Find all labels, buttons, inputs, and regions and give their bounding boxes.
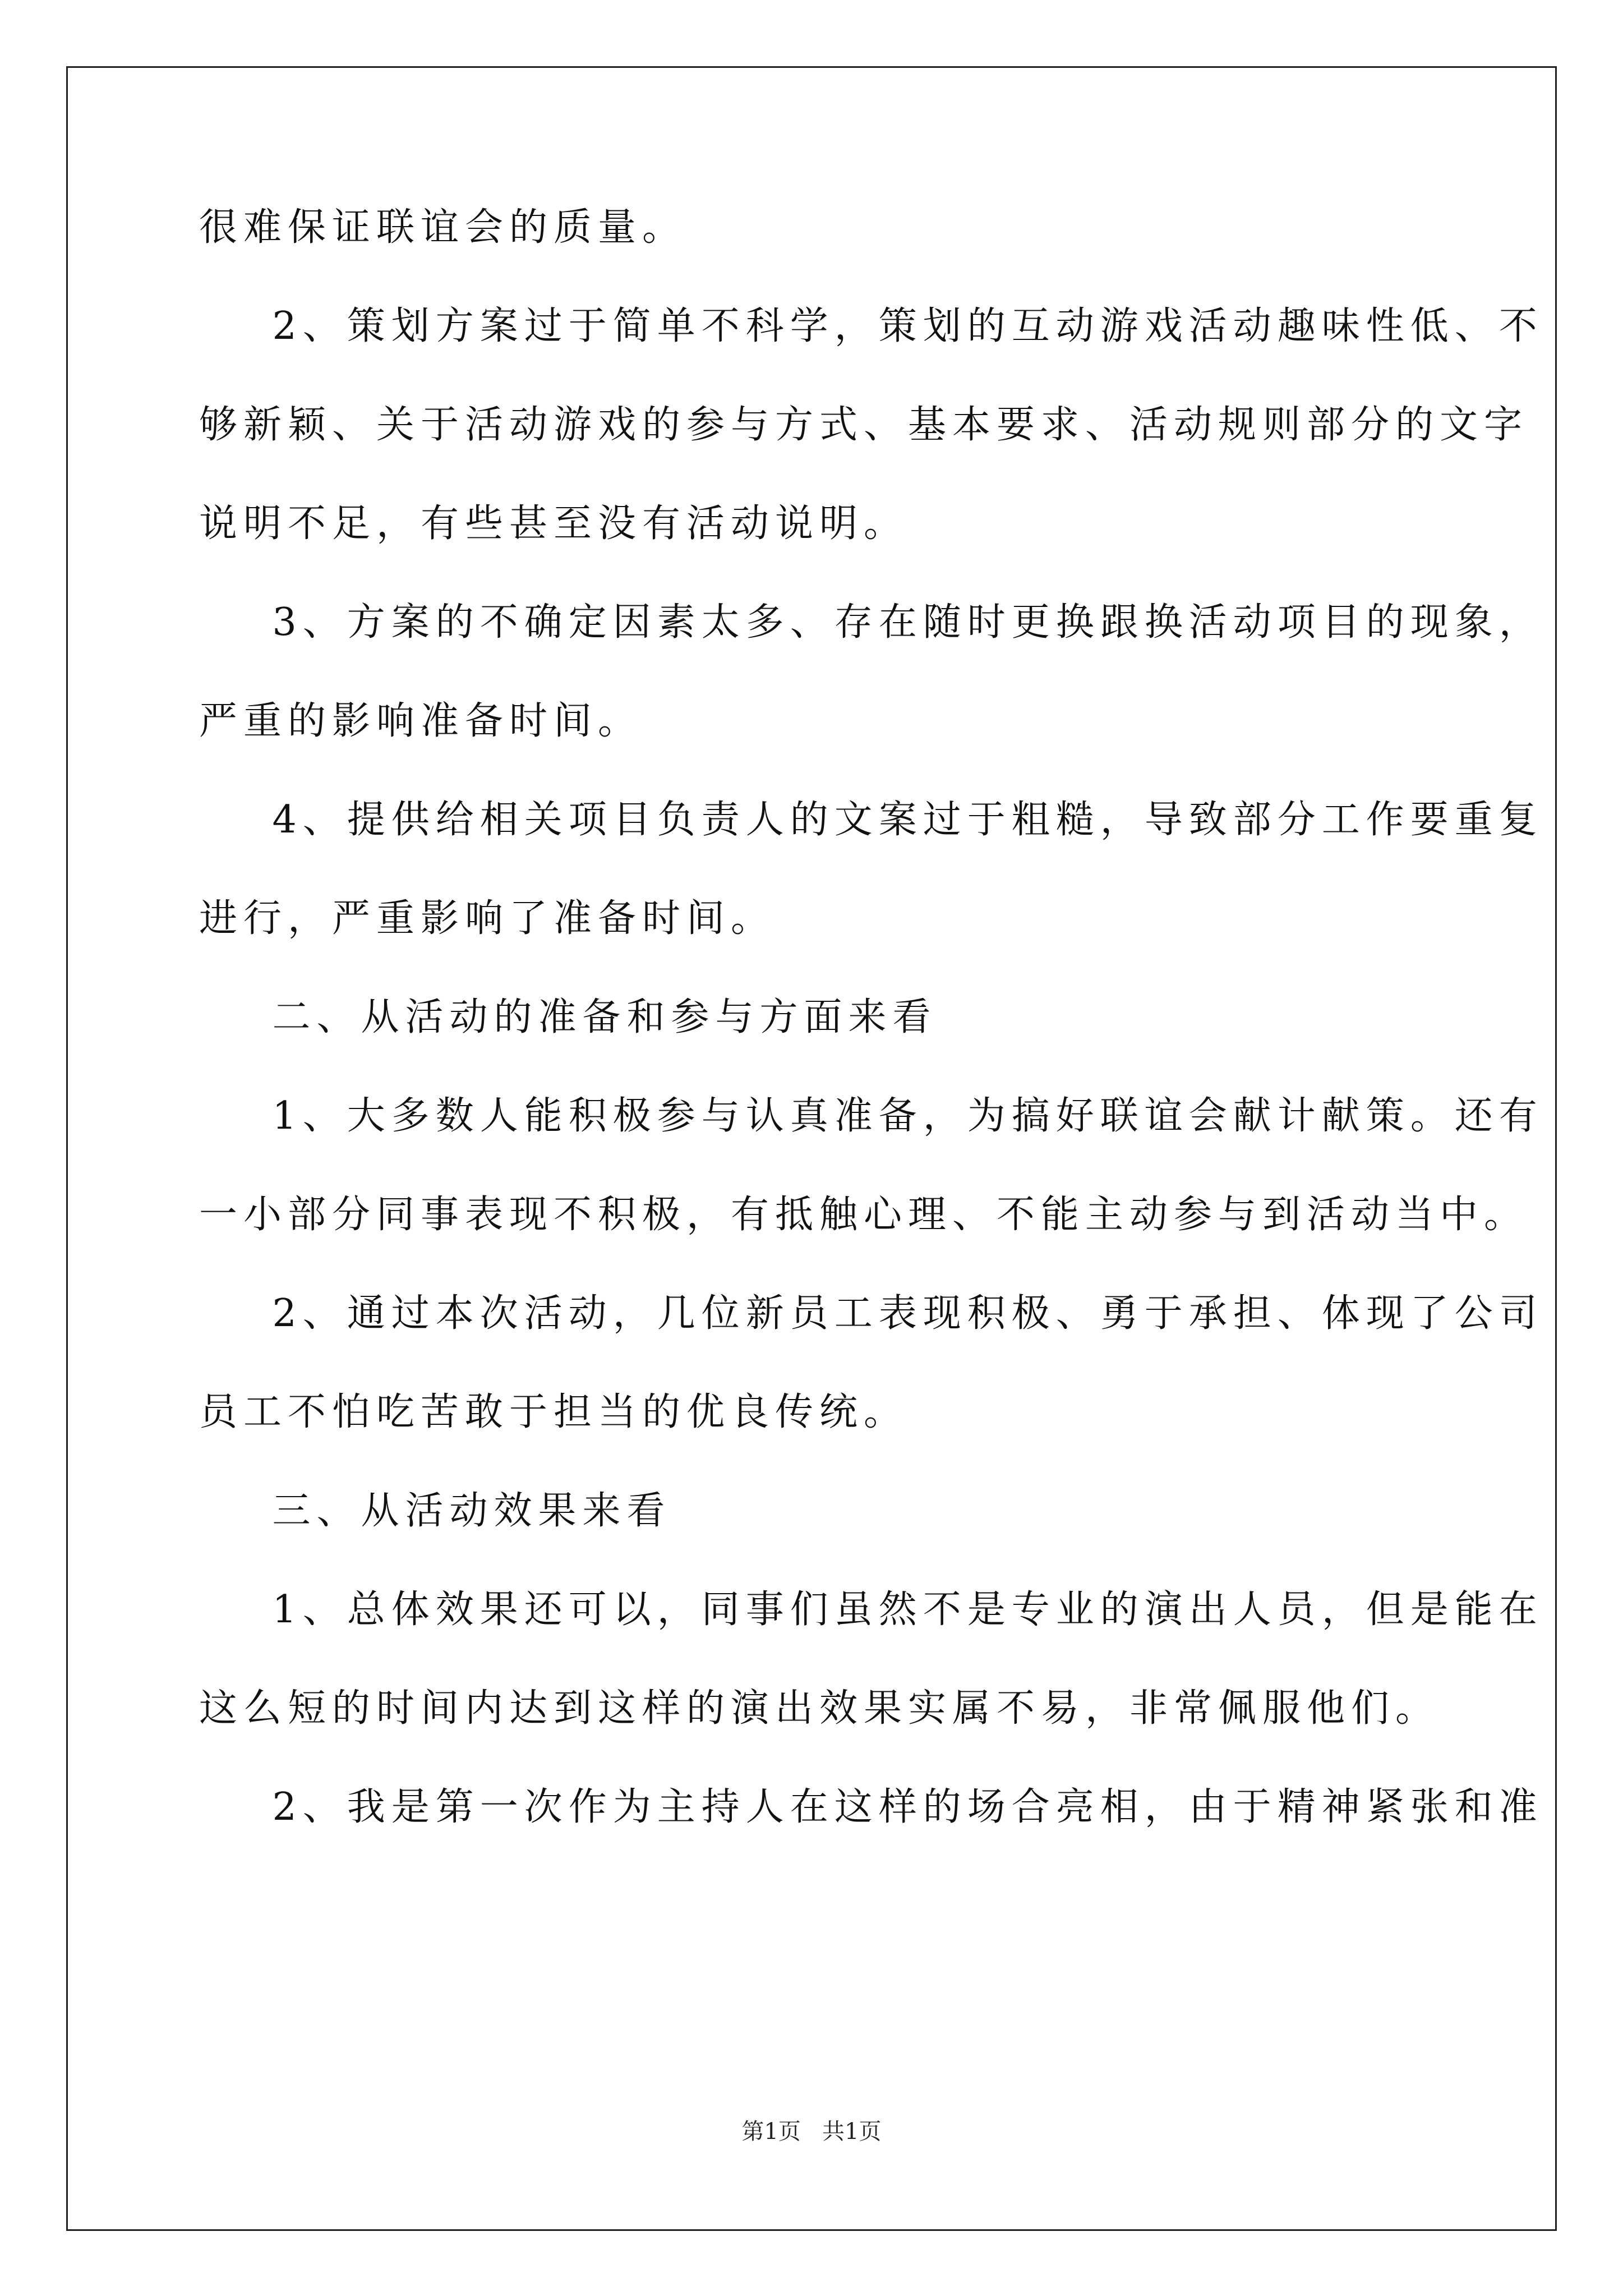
section-heading: 二、从活动的准备和参与方面来看 [199, 995, 937, 1039]
text-line: 进行，严重影响了准备时间。 [199, 896, 776, 941]
text-line: 2、我是第一次作为主持人在这样的场合亮相，由于精神紧张和准 [199, 1785, 1543, 1829]
text-line: 严重的影响准备时间。 [199, 699, 643, 743]
text-line: 1、总体效果还可以，同事们虽然不是专业的演出人员，但是能在 [199, 1588, 1543, 1632]
text-line: 这么短的时间内达到这样的演出效果实属不易，非常佩服他们。 [199, 1686, 1440, 1731]
text-line: 说明不足，有些甚至没有活动说明。 [199, 501, 909, 546]
document-body [199, 205, 1543, 1887]
text-line: 1、大多数人能积极参与认真准备，为搞好联谊会献计献策。还有 [199, 1094, 1543, 1138]
text-line: 一小部分同事表现不积极，有抵触心理、不能主动参与到活动当中。 [199, 1193, 1529, 1237]
page-number: 第1页 共1页 [741, 2119, 882, 2145]
text-line: 2、通过本次活动，几位新员工表现积极、勇于承担、体现了公司 [199, 1291, 1543, 1336]
text-line: 2、策划方案过于简单不科学，策划的互动游戏活动趣味性低、不 [199, 304, 1543, 348]
text-line: 够新颖、关于活动游戏的参与方式、基本要求、活动规则部分的文字 [199, 403, 1529, 447]
text-line: 员工不怕吃苦敢于担当的优良传统。 [199, 1390, 909, 1434]
page-footer [0, 2120, 1623, 2143]
text-line: 3、方案的不确定因素太多、存在随时更换跟换活动项目的现象， [199, 600, 1543, 645]
text-line: 很难保证联谊会的质量。 [199, 205, 687, 250]
text-line: 4、提供给相关项目负责人的文案过于粗糙，导致部分工作要重复 [199, 798, 1543, 842]
section-heading: 三、从活动效果来看 [199, 1489, 671, 1533]
